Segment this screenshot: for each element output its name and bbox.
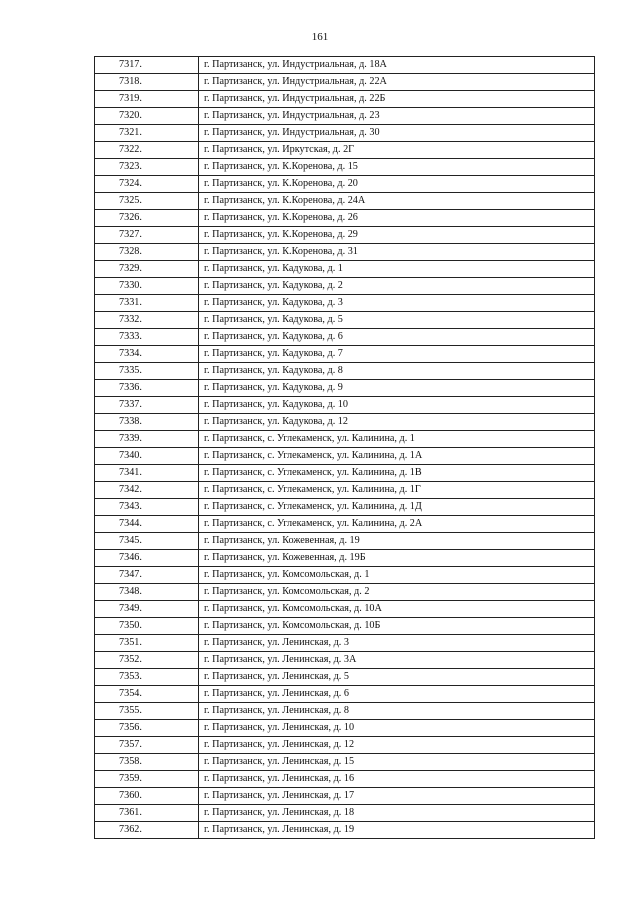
row-number: 7325. [95, 193, 199, 210]
table-row [95, 193, 595, 210]
row-address: г. Партизанск, ул. Кадукова, д. 2 [199, 278, 595, 295]
row-address: г. Партизанск, ул. Кадукова, д. 7 [199, 346, 595, 363]
table-row [95, 737, 595, 754]
table-row [95, 329, 595, 346]
table-row [95, 720, 595, 737]
row-address: г. Партизанск, ул. Индустриальная, д. 30 [199, 125, 595, 142]
row-number: 7343. [95, 499, 199, 516]
table-row [95, 635, 595, 652]
table-row [95, 686, 595, 703]
row-number: 7341. [95, 465, 199, 482]
table-row [95, 159, 595, 176]
row-number: 7347. [95, 567, 199, 584]
table-row [95, 533, 595, 550]
row-address: г. Партизанск, с. Углекаменск, ул. Калинина, д. 2А [199, 516, 595, 533]
table-row [95, 414, 595, 431]
row-address: г. Партизанск, ул. Ленинская, д. 3А [199, 652, 595, 669]
table-row [95, 448, 595, 465]
table-row [95, 176, 595, 193]
row-number: 7352. [95, 652, 199, 669]
row-number: 7329. [95, 261, 199, 278]
table-row [95, 516, 595, 533]
table-row [95, 431, 595, 448]
row-address: г. Партизанск, ул. Кожевенная, д. 19 [199, 533, 595, 550]
row-address: г. Партизанск, ул. Кадукова, д. 3 [199, 295, 595, 312]
row-address: г. Партизанск, ул. К.Коренова, д. 24А [199, 193, 595, 210]
row-address: г. Партизанск, ул. К.Коренова, д. 29 [199, 227, 595, 244]
row-address: г. Партизанск, ул. Ленинская, д. 10 [199, 720, 595, 737]
row-number: 7362. [95, 822, 199, 839]
row-address: г. Партизанск, ул. Кадукова, д. 9 [199, 380, 595, 397]
table-row [95, 805, 595, 822]
table-row [95, 210, 595, 227]
row-address: г. Партизанск, ул. К.Коренова, д. 31 [199, 244, 595, 261]
row-number: 7361. [95, 805, 199, 822]
table-row [95, 669, 595, 686]
row-address: г. Партизанск, ул. Ленинская, д. 16 [199, 771, 595, 788]
table-row [95, 703, 595, 720]
row-number: 7345. [95, 533, 199, 550]
table-row [95, 754, 595, 771]
address-table [94, 56, 595, 839]
row-number: 7331. [95, 295, 199, 312]
table-row [95, 57, 595, 74]
table-row [95, 91, 595, 108]
row-address: г. Партизанск, ул. Кадукова, д. 1 [199, 261, 595, 278]
table-row [95, 397, 595, 414]
table-row [95, 244, 595, 261]
table-row [95, 278, 595, 295]
row-number: 7322. [95, 142, 199, 159]
row-number: 7339. [95, 431, 199, 448]
row-address: г. Партизанск, ул. К.Коренова, д. 26 [199, 210, 595, 227]
row-number: 7344. [95, 516, 199, 533]
row-number: 7358. [95, 754, 199, 771]
row-number: 7328. [95, 244, 199, 261]
table-row [95, 788, 595, 805]
table-row [95, 465, 595, 482]
row-address: г. Партизанск, ул. К.Коренова, д. 15 [199, 159, 595, 176]
row-address: г. Партизанск, ул. Иркутская, д. 2Г [199, 142, 595, 159]
table-row [95, 227, 595, 244]
row-address: г. Партизанск, ул. Кадукова, д. 8 [199, 363, 595, 380]
row-number: 7327. [95, 227, 199, 244]
row-address: г. Партизанск, ул. Ленинская, д. 15 [199, 754, 595, 771]
row-number: 7321. [95, 125, 199, 142]
table-row [95, 142, 595, 159]
row-address: г. Партизанск, ул. Ленинская, д. 18 [199, 805, 595, 822]
table-row [95, 74, 595, 91]
row-address: г. Партизанск, ул. Ленинская, д. 5 [199, 669, 595, 686]
row-address: г. Партизанск, ул. Ленинская, д. 17 [199, 788, 595, 805]
table-row [95, 482, 595, 499]
row-number: 7320. [95, 108, 199, 125]
row-number: 7354. [95, 686, 199, 703]
row-number: 7349. [95, 601, 199, 618]
page-number: 161 [311, 31, 329, 43]
row-address: г. Партизанск, с. Углекаменск, ул. Калинина, д. 1Г [199, 482, 595, 499]
row-address: г. Партизанск, ул. Кадукова, д. 6 [199, 329, 595, 346]
row-address: г. Партизанск, с. Углекаменск, ул. Калинина, д. 1 [199, 431, 595, 448]
row-address: г. Партизанск, ул. Ленинская, д. 12 [199, 737, 595, 754]
table-row [95, 822, 595, 839]
row-number: 7318. [95, 74, 199, 91]
table-row [95, 312, 595, 329]
row-number: 7333. [95, 329, 199, 346]
table-row [95, 652, 595, 669]
row-address: г. Партизанск, с. Углекаменск, ул. Калинина, д. 1Д [199, 499, 595, 516]
table-row [95, 771, 595, 788]
row-address: г. Партизанск, ул. Комсомольская, д. 10А [199, 601, 595, 618]
row-address: г. Партизанск, ул. Индустриальная, д. 22А [199, 74, 595, 91]
row-number: 7330. [95, 278, 199, 295]
table-row [95, 567, 595, 584]
row-number: 7346. [95, 550, 199, 567]
row-number: 7337. [95, 397, 199, 414]
table-row [95, 108, 595, 125]
table-row [95, 550, 595, 567]
row-number: 7324. [95, 176, 199, 193]
row-address: г. Партизанск, ул. Кадукова, д. 5 [199, 312, 595, 329]
row-number: 7355. [95, 703, 199, 720]
row-number: 7319. [95, 91, 199, 108]
row-number: 7356. [95, 720, 199, 737]
row-address: г. Партизанск, ул. Индустриальная, д. 22Б [199, 91, 595, 108]
row-number: 7334. [95, 346, 199, 363]
row-address: г. Партизанск, ул. Комсомольская, д. 1 [199, 567, 595, 584]
row-address: г. Партизанск, с. Углекаменск, ул. Калинина, д. 1А [199, 448, 595, 465]
row-number: 7359. [95, 771, 199, 788]
table-row [95, 584, 595, 601]
table-row [95, 601, 595, 618]
row-number: 7336. [95, 380, 199, 397]
row-number: 7335. [95, 363, 199, 380]
row-address: г. Партизанск, ул. Ленинская, д. 3 [199, 635, 595, 652]
row-number: 7351. [95, 635, 199, 652]
row-address: г. Партизанск, ул. Ленинская, д. 19 [199, 822, 595, 839]
row-number: 7323. [95, 159, 199, 176]
row-number: 7350. [95, 618, 199, 635]
row-number: 7332. [95, 312, 199, 329]
row-number: 7353. [95, 669, 199, 686]
row-address: г. Партизанск, ул. Ленинская, д. 8 [199, 703, 595, 720]
row-address: г. Партизанск, ул. Индустриальная, д. 23 [199, 108, 595, 125]
row-address: г. Партизанск, ул. Кадукова, д. 10 [199, 397, 595, 414]
row-number: 7340. [95, 448, 199, 465]
table-row [95, 363, 595, 380]
row-address: г. Партизанск, ул. Кожевенная, д. 19Б [199, 550, 595, 567]
row-address: г. Партизанск, ул. Индустриальная, д. 18А [199, 57, 595, 74]
table-row [95, 295, 595, 312]
table-row [95, 346, 595, 363]
row-number: 7360. [95, 788, 199, 805]
row-number: 7348. [95, 584, 199, 601]
table-row [95, 618, 595, 635]
address-table-body [95, 57, 595, 839]
row-number: 7326. [95, 210, 199, 227]
row-address: г. Партизанск, ул. К.Коренова, д. 20 [199, 176, 595, 193]
row-number: 7357. [95, 737, 199, 754]
row-number: 7338. [95, 414, 199, 431]
table-row [95, 261, 595, 278]
row-address: г. Партизанск, ул. Кадукова, д. 12 [199, 414, 595, 431]
table-row [95, 380, 595, 397]
row-address: г. Партизанск, с. Углекаменск, ул. Калинина, д. 1В [199, 465, 595, 482]
table-row [95, 499, 595, 516]
table-row [95, 125, 595, 142]
row-address: г. Партизанск, ул. Ленинская, д. 6 [199, 686, 595, 703]
row-number: 7342. [95, 482, 199, 499]
row-address: г. Партизанск, ул. Комсомольская, д. 2 [199, 584, 595, 601]
row-address: г. Партизанск, ул. Комсомольская, д. 10Б [199, 618, 595, 635]
row-number: 7317. [95, 57, 199, 74]
